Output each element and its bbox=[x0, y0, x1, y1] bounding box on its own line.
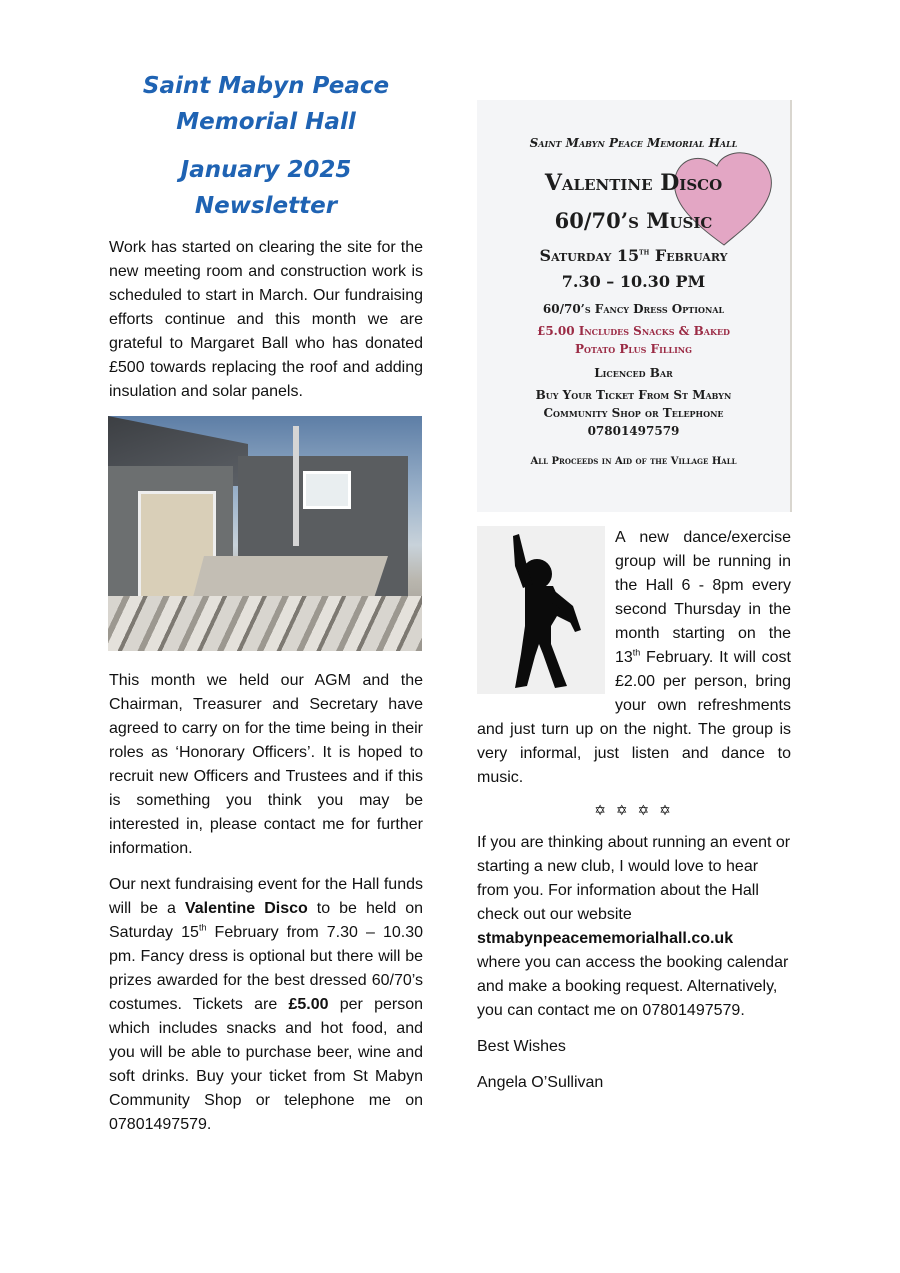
poster-phone: 07801497579 bbox=[587, 424, 680, 438]
poster-ticket-line2: Community Shop or Telephone bbox=[543, 406, 724, 420]
construction-site-photo bbox=[108, 416, 422, 651]
left-column bbox=[109, 68, 423, 1137]
poster-time: 7.30 – 10.30 PM bbox=[561, 272, 706, 291]
poster-price-line2: Potato Plus Filling bbox=[575, 342, 692, 356]
dancer-silhouette-icon bbox=[477, 526, 605, 694]
poster-date: Saturday 15th February bbox=[539, 246, 728, 265]
poster-hall-name: Saint Mabyn Peace Memorial Hall bbox=[529, 136, 738, 150]
right-column bbox=[477, 100, 791, 1095]
signature: Angela O’Sullivan bbox=[477, 1074, 604, 1091]
website-link[interactable]: stmabynpeacememorialhall.co.uk bbox=[477, 930, 734, 947]
poster-music: 60/70’s Music bbox=[554, 208, 713, 233]
agm-paragraph: This month we held our AGM and the Chairman, Treasurer and Secretary have agreed to carry on for the time being in their roles as ‘Honorary Officers’. It is hoped to recruit new Officers and Trustees and if this is something you think you may be interested in, please contact me for further information. bbox=[109, 672, 423, 857]
newsletter-subtitle: January 2025 Newsletter bbox=[180, 157, 352, 219]
newsletter-title-line2: Memorial Hall bbox=[176, 109, 356, 135]
poster-price-line1: £5.00 Includes Snacks & Baked bbox=[536, 324, 730, 338]
dance-group-paragraph: A new dance/exercise group will be running in the Hall 6 - 8pm every second Thursday in the month starting on the 13th February. It will cost £2.00 per person, bring your own refreshments and just turn up on the night. The group is very informal, just listen and dance to music. bbox=[477, 529, 791, 786]
poster-fancy-dress: 60/70’s Fancy Dress Optional bbox=[542, 302, 725, 316]
fundraising-paragraph: Our next fundraising event for the Hall funds will be a Valentine Disco to be held on Saturday 15th February from 7.30 – 10.30 pm. Fancy dress is optional but there will be prizes awarded for the best dressed 60/70’s costumes. Tickets are £5.00 per person which includes snacks and hot food, and you will be able to purchase beer, wine and soft drinks. Buy your ticket from St Mabyn Community Shop or telephone me on 07801497579. bbox=[109, 876, 424, 1133]
star-divider-icon: ✡ ✡ ✡ ✡ bbox=[594, 802, 674, 818]
club-paragraph: If you are thinking about running an event or starting a new club, I would love to hear from you. For information about the Hall check out our website stmabynpeacememorialhall.co.uk where you can access the booking calendar and make a booking request. Alternatively, you can contact me on 07801497579. bbox=[477, 834, 791, 1019]
valentine-disco-poster bbox=[477, 100, 792, 512]
poster-proceeds: All Proceeds in Aid of the Village Hall bbox=[530, 456, 737, 467]
poster-event: Valentine Disco bbox=[544, 170, 723, 196]
dance-group-section bbox=[477, 526, 791, 790]
heart-icon bbox=[669, 150, 779, 250]
ticket-price-highlight: £5.00 bbox=[288, 996, 329, 1013]
poster-ticket-line1: Buy Your Ticket From St Mabyn bbox=[535, 388, 732, 402]
poster-bar: Licenced Bar bbox=[594, 366, 673, 380]
signoff: Best Wishes bbox=[477, 1038, 566, 1055]
valentine-disco-highlight: Valentine Disco bbox=[184, 900, 308, 917]
site-clearing-paragraph: Work has started on clearing the site for the new meeting room and construction work is scheduled to start in March. Our fundraising efforts continue and this month we are grateful to Margaret Ball who has donated £500 towards replacing the roof and adding insulation and solar panels. bbox=[109, 239, 423, 400]
newsletter-title-line1: Saint Mabyn Peace bbox=[142, 73, 390, 99]
